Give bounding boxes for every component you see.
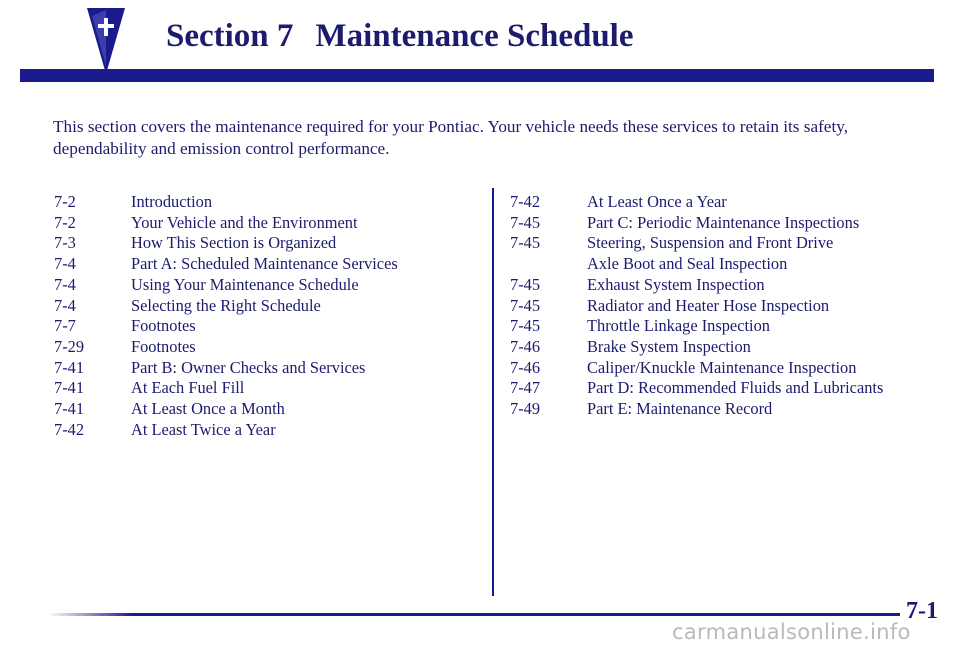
toc-page-number: 7-4 [54,254,76,274]
toc-entry[interactable] [54,316,474,337]
header-bar [20,69,934,82]
pontiac-arrowhead-icon [86,6,126,76]
toc-page-number: 7-7 [54,316,76,336]
toc-entry[interactable] [510,213,930,234]
toc-entry-title: Brake System Inspection [587,336,751,356]
toc-entry[interactable] [510,233,930,274]
toc-page-number: 7-45 [510,212,541,232]
toc-entry[interactable] [54,399,474,420]
toc-page-number: 7-29 [54,336,85,356]
toc-entry-title: How This Section is Organized [131,233,337,253]
toc-page-number: 7-49 [510,399,541,419]
toc-entry-title: Caliper/Knuckle Maintenance Inspection [587,357,857,377]
toc-entry[interactable] [510,296,930,317]
toc-page-number: 7-42 [510,192,541,211]
toc-entry[interactable] [54,378,474,399]
toc-page-number: 7-47 [510,378,541,398]
toc-entry-title: Footnotes [131,336,196,356]
toc-entry-title: At Least Once a Month [131,399,285,419]
toc-entry-title: Part A: Scheduled Maintenance Services [131,254,398,274]
toc-entry-title: Radiator and Heater Hose Inspection [587,295,830,315]
toc-entry[interactable] [54,254,474,275]
toc-entry-title: Steering, Suspension and Front Drive Axle Boot and Seal Inspection [587,233,834,274]
toc-page-number: 7-4 [54,274,76,294]
toc-page-number: 7-45 [510,295,541,315]
toc-entry[interactable] [510,378,930,399]
toc-entry-title: Exhaust System Inspection [587,274,765,294]
column-divider [492,188,494,596]
toc-entry[interactable] [54,296,474,317]
toc-entry[interactable] [54,213,474,234]
toc-entry[interactable] [54,420,474,441]
toc-entry[interactable] [510,275,930,296]
toc-entry[interactable] [510,337,930,358]
toc-entry[interactable] [510,358,930,379]
page-number: 7-1 [906,598,938,624]
toc-page-number: 7-4 [54,295,76,315]
toc-page-number: 7-2 [54,192,76,211]
toc-entry-title: Part D: Recommended Fluids and Lubricants [587,378,884,398]
page-title [166,18,634,55]
toc-entry[interactable] [54,337,474,358]
toc-page-number: 7-42 [54,419,85,439]
section-title: Maintenance Schedule [315,18,634,54]
section-number: Section 7 [166,18,294,54]
toc-entry-title: Footnotes [131,316,196,336]
toc-page-number: 7-41 [54,357,85,377]
toc-page-number: 7-41 [54,378,85,398]
toc-entry[interactable] [54,358,474,379]
toc-entry-title: Selecting the Right Schedule [131,295,321,315]
toc-page-number: 7-46 [510,357,541,377]
toc-left-column [54,192,474,440]
toc-entry[interactable] [54,275,474,296]
toc-entry-title: Your Vehicle and the Environment [131,212,358,232]
toc-page-number: 7-45 [510,316,541,336]
toc-entry-title: Part B: Owner Checks and Services [131,357,366,377]
toc-entry-title: At Least Twice a Year [131,419,276,439]
toc-page-number: 7-45 [510,274,541,294]
toc-entry-title: Part E: Maintenance Record [587,399,773,419]
toc-entry[interactable] [54,192,474,213]
toc-entry-title: At Least Once a Year [587,192,727,211]
toc-page-number: 7-45 [510,233,541,253]
footer-rule [48,613,900,616]
watermark: carmanualsonline.info [672,620,911,644]
intro-paragraph: This section covers the maintenance required for your Pontiac. Your vehicle needs these services to retain its safety, dependability and emission control performance. [53,117,848,158]
toc-entry-title: Throttle Linkage Inspection [587,316,770,336]
toc-entry[interactable] [510,192,930,213]
toc-page-number: 7-46 [510,336,541,356]
toc-page-number: 7-3 [54,233,76,253]
toc-entry-title: Part C: Periodic Maintenance Inspections [587,212,860,232]
toc-entry[interactable] [510,399,930,420]
toc-right-column [510,192,930,420]
toc-entry-title: Using Your Maintenance Schedule [131,274,359,294]
toc-entry-title: At Each Fuel Fill [131,378,245,398]
toc-entry-title: Introduction [131,192,213,211]
toc-page-number: 7-2 [54,212,76,232]
toc-page-number: 7-41 [54,399,85,419]
toc-entry[interactable] [54,233,474,254]
toc-entry[interactable] [510,316,930,337]
